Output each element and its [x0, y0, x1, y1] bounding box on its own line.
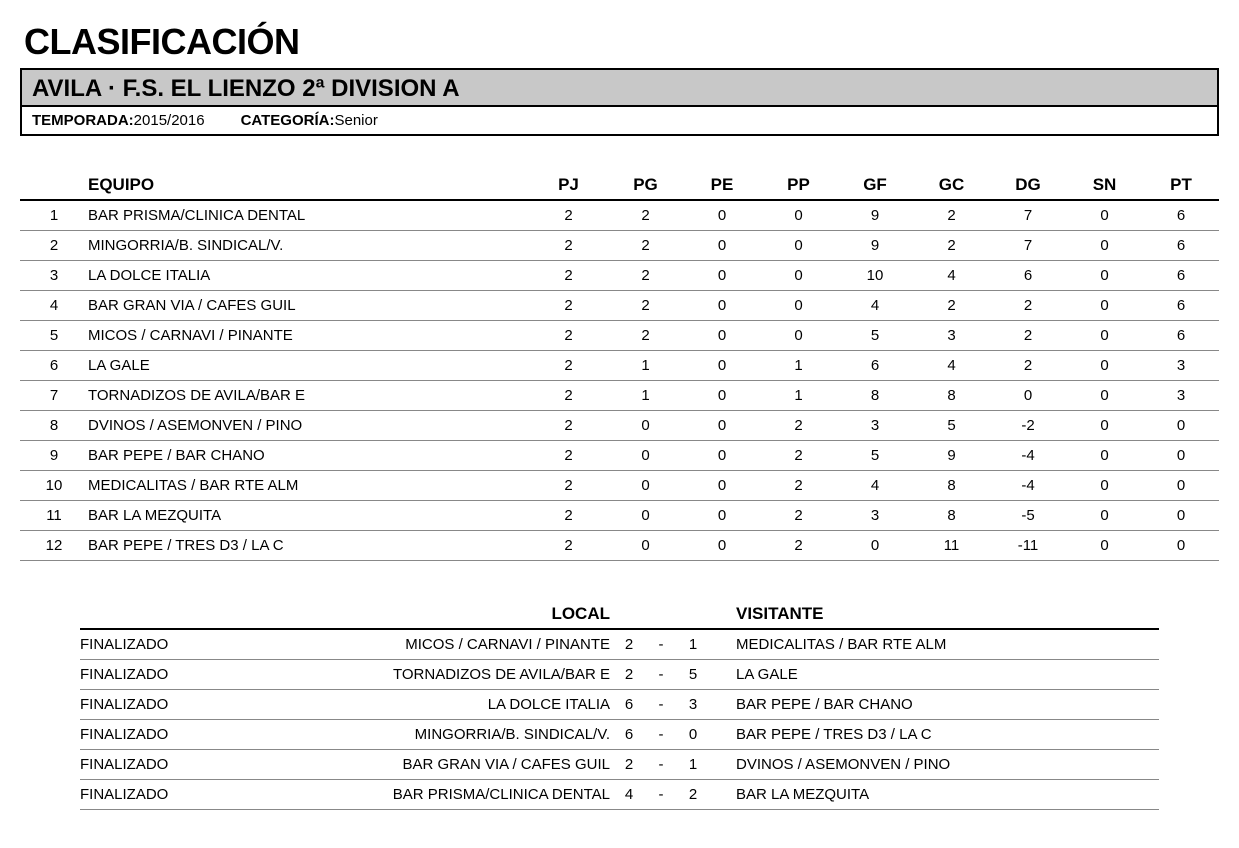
- stat-cell: 5: [913, 411, 990, 441]
- spacer-cell: [712, 629, 736, 660]
- results-header-row: [80, 600, 1159, 629]
- stat-cell: 2: [530, 321, 607, 351]
- position-cell: 12: [20, 531, 88, 561]
- standings-col-header: PJ: [530, 170, 607, 200]
- stat-cell: 0: [684, 411, 760, 441]
- stat-cell: 0: [684, 261, 760, 291]
- position-cell: 5: [20, 321, 88, 351]
- stat-cell: 10: [837, 261, 913, 291]
- table-row: [20, 291, 1219, 321]
- visitor-team-cell: BAR LA MEZQUITA: [736, 780, 1159, 810]
- visitor-team-cell: BAR PEPE / TRES D3 / LA C: [736, 720, 1159, 750]
- team-name-cell: MINGORRIA/B. SINDICAL/V.: [88, 231, 530, 261]
- stat-cell: 2: [607, 291, 684, 321]
- stat-cell: 0: [1143, 471, 1219, 501]
- position-cell: 2: [20, 231, 88, 261]
- match-status-cell: FINALIZADO: [80, 750, 230, 780]
- team-name-cell: MEDICALITAS / BAR RTE ALM: [88, 471, 530, 501]
- local-header: LOCAL: [230, 600, 610, 629]
- stat-cell: 0: [760, 291, 837, 321]
- stat-cell: 0: [1066, 381, 1143, 411]
- stat-cell: 0: [607, 441, 684, 471]
- result-row: [80, 720, 1159, 750]
- stat-cell: -11: [990, 531, 1066, 561]
- position-cell: 1: [20, 200, 88, 231]
- team-name-cell: TORNADIZOS DE AVILA/BAR E: [88, 381, 530, 411]
- stat-cell: 0: [1066, 441, 1143, 471]
- stat-cell: 0: [760, 321, 837, 351]
- stat-cell: 5: [837, 441, 913, 471]
- table-row: [20, 441, 1219, 471]
- stat-cell: 0: [684, 351, 760, 381]
- stat-cell: 7: [990, 200, 1066, 231]
- table-row: [20, 501, 1219, 531]
- result-row: [80, 780, 1159, 810]
- stat-cell: -5: [990, 501, 1066, 531]
- stat-cell: 0: [760, 231, 837, 261]
- position-cell: 3: [20, 261, 88, 291]
- stat-cell: 2: [530, 411, 607, 441]
- stat-cell: 4: [837, 471, 913, 501]
- stat-cell: 0: [607, 471, 684, 501]
- local-team-cell: BAR GRAN VIA / CAFES GUIL: [230, 750, 610, 780]
- local-team-cell: MINGORRIA/B. SINDICAL/V.: [230, 720, 610, 750]
- stat-cell: 0: [837, 531, 913, 561]
- position-cell: 10: [20, 471, 88, 501]
- stat-cell: 0: [760, 261, 837, 291]
- stat-cell: 2: [760, 471, 837, 501]
- standings-col-header: SN: [1066, 170, 1143, 200]
- stat-cell: 0: [607, 531, 684, 561]
- position-cell: 7: [20, 381, 88, 411]
- stat-cell: 2: [990, 321, 1066, 351]
- result-row: [80, 629, 1159, 660]
- visitor-header: VISITANTE: [736, 600, 1159, 629]
- standings-col-header: EQUIPO: [88, 170, 530, 200]
- stat-cell: 6: [1143, 261, 1219, 291]
- stat-cell: 0: [607, 501, 684, 531]
- stat-cell: 8: [837, 381, 913, 411]
- table-row: [20, 471, 1219, 501]
- match-status-cell: FINALIZADO: [80, 660, 230, 690]
- category-label: CATEGORÍA:: [240, 112, 335, 129]
- stat-cell: 1: [760, 381, 837, 411]
- stat-cell: 2: [913, 231, 990, 261]
- stat-cell: 0: [990, 381, 1066, 411]
- stat-cell: -4: [990, 471, 1066, 501]
- stat-cell: 6: [990, 261, 1066, 291]
- away-score-cell: 5: [674, 660, 712, 690]
- standings-header-row: [20, 170, 1219, 200]
- stat-cell: 4: [913, 351, 990, 381]
- stat-cell: 0: [1066, 261, 1143, 291]
- standings-table: [20, 170, 1219, 561]
- local-team-cell: MICOS / CARNAVI / PINANTE: [230, 629, 610, 660]
- stat-cell: 2: [530, 261, 607, 291]
- table-row: [20, 411, 1219, 441]
- stat-cell: 0: [1066, 321, 1143, 351]
- table-row: [20, 261, 1219, 291]
- result-row: [80, 690, 1159, 720]
- match-status-cell: FINALIZADO: [80, 690, 230, 720]
- score-separator: -: [648, 629, 674, 660]
- stat-cell: 0: [684, 531, 760, 561]
- stat-cell: 2: [760, 531, 837, 561]
- stat-cell: 3: [837, 411, 913, 441]
- standings-col-header: PG: [607, 170, 684, 200]
- stat-cell: 0: [1066, 501, 1143, 531]
- stat-cell: 2: [913, 200, 990, 231]
- stat-cell: 2: [607, 261, 684, 291]
- competition-name: AVILA · F.S. EL LIENZO 2ª DIVISION A: [22, 70, 1217, 107]
- stat-cell: 0: [684, 291, 760, 321]
- stat-cell: 2: [530, 291, 607, 321]
- category-value: Senior: [334, 112, 378, 129]
- stat-cell: 8: [913, 381, 990, 411]
- stat-cell: 2: [607, 321, 684, 351]
- result-row: [80, 660, 1159, 690]
- team-name-cell: BAR PEPE / BAR CHANO: [88, 441, 530, 471]
- stat-cell: 9: [837, 231, 913, 261]
- stat-cell: 0: [684, 501, 760, 531]
- stat-cell: 2: [530, 231, 607, 261]
- away-score-cell: 0: [674, 720, 712, 750]
- score-separator: -: [648, 780, 674, 810]
- stat-cell: 2: [530, 200, 607, 231]
- stat-cell: 8: [913, 471, 990, 501]
- away-score-cell: 1: [674, 750, 712, 780]
- team-name-cell: LA GALE: [88, 351, 530, 381]
- spacer-cell: [712, 750, 736, 780]
- stat-cell: 2: [530, 531, 607, 561]
- stat-cell: 0: [1066, 231, 1143, 261]
- home-score-cell: 2: [610, 660, 648, 690]
- results-table: [80, 600, 1159, 810]
- stat-cell: 11: [913, 531, 990, 561]
- standings-col-header: PT: [1143, 170, 1219, 200]
- home-score-cell: 4: [610, 780, 648, 810]
- stat-cell: 3: [1143, 351, 1219, 381]
- stat-cell: 0: [684, 381, 760, 411]
- stat-cell: 2: [913, 291, 990, 321]
- stat-cell: 8: [913, 501, 990, 531]
- stat-cell: 2: [530, 441, 607, 471]
- stat-cell: 0: [684, 231, 760, 261]
- standings-col-header: PP: [760, 170, 837, 200]
- away-score-cell: 2: [674, 780, 712, 810]
- stat-cell: 2: [760, 501, 837, 531]
- stat-cell: 5: [837, 321, 913, 351]
- page-title: CLASIFICACIÓN: [24, 21, 300, 62]
- stat-cell: 9: [913, 441, 990, 471]
- stat-cell: 3: [913, 321, 990, 351]
- table-row: [20, 231, 1219, 261]
- home-score-cell: 6: [610, 720, 648, 750]
- home-score-cell: 2: [610, 750, 648, 780]
- stat-cell: 0: [1066, 200, 1143, 231]
- visitor-team-cell: DVINOS / ASEMONVEN / PINO: [736, 750, 1159, 780]
- stat-cell: 2: [607, 200, 684, 231]
- stat-cell: 6: [1143, 291, 1219, 321]
- team-name-cell: BAR LA MEZQUITA: [88, 501, 530, 531]
- table-row: [20, 200, 1219, 231]
- standings-col-header: GF: [837, 170, 913, 200]
- stat-cell: 0: [1066, 291, 1143, 321]
- stat-cell: 0: [1143, 501, 1219, 531]
- position-cell: 4: [20, 291, 88, 321]
- stat-cell: 0: [684, 321, 760, 351]
- standings-col-header: [20, 170, 88, 200]
- stat-cell: 0: [760, 200, 837, 231]
- stat-cell: 2: [607, 231, 684, 261]
- team-name-cell: BAR PEPE / TRES D3 / LA C: [88, 531, 530, 561]
- position-cell: 8: [20, 411, 88, 441]
- position-cell: 6: [20, 351, 88, 381]
- table-row: [20, 381, 1219, 411]
- team-name-cell: BAR PRISMA/CLINICA DENTAL: [88, 200, 530, 231]
- spacer-cell: [712, 690, 736, 720]
- team-name-cell: LA DOLCE ITALIA: [88, 261, 530, 291]
- stat-cell: 6: [1143, 200, 1219, 231]
- stat-cell: 0: [1066, 351, 1143, 381]
- stat-cell: 4: [913, 261, 990, 291]
- stat-cell: 2: [530, 501, 607, 531]
- stat-cell: 0: [684, 471, 760, 501]
- visitor-team-cell: MEDICALITAS / BAR RTE ALM: [736, 629, 1159, 660]
- standings-col-header: DG: [990, 170, 1066, 200]
- visitor-team-cell: LA GALE: [736, 660, 1159, 690]
- match-status-cell: FINALIZADO: [80, 780, 230, 810]
- stat-cell: 2: [990, 291, 1066, 321]
- stat-cell: -4: [990, 441, 1066, 471]
- spacer-cell: [712, 720, 736, 750]
- position-cell: 11: [20, 501, 88, 531]
- stat-cell: 1: [760, 351, 837, 381]
- stat-cell: 2: [530, 471, 607, 501]
- home-score-cell: 6: [610, 690, 648, 720]
- standings-col-header: PE: [684, 170, 760, 200]
- away-score-cell: 1: [674, 629, 712, 660]
- stat-cell: 3: [837, 501, 913, 531]
- match-status-cell: FINALIZADO: [80, 629, 230, 660]
- season-value: 2015/2016: [133, 112, 205, 129]
- result-row: [80, 750, 1159, 780]
- score-separator: -: [648, 690, 674, 720]
- home-score-cell: 2: [610, 629, 648, 660]
- stat-cell: 0: [684, 441, 760, 471]
- table-row: [20, 321, 1219, 351]
- table-row: [20, 351, 1219, 381]
- stat-cell: 0: [1143, 441, 1219, 471]
- stat-cell: 6: [837, 351, 913, 381]
- local-team-cell: TORNADIZOS DE AVILA/BAR E: [230, 660, 610, 690]
- score-separator: -: [648, 750, 674, 780]
- local-team-cell: LA DOLCE ITALIA: [230, 690, 610, 720]
- stat-cell: 0: [1066, 531, 1143, 561]
- score-separator: -: [648, 720, 674, 750]
- table-row: [20, 531, 1219, 561]
- stat-cell: 0: [684, 200, 760, 231]
- stat-cell: 2: [530, 381, 607, 411]
- stat-cell: 0: [1143, 411, 1219, 441]
- away-score-cell: 3: [674, 690, 712, 720]
- position-cell: 9: [20, 441, 88, 471]
- stat-cell: -2: [990, 411, 1066, 441]
- stat-cell: 2: [760, 441, 837, 471]
- season-info: [22, 107, 1217, 134]
- team-name-cell: MICOS / CARNAVI / PINANTE: [88, 321, 530, 351]
- season-label: TEMPORADA:: [32, 112, 134, 129]
- stat-cell: 6: [1143, 321, 1219, 351]
- stat-cell: 9: [837, 200, 913, 231]
- stat-cell: 2: [990, 351, 1066, 381]
- stat-cell: 1: [607, 351, 684, 381]
- stat-cell: 0: [1143, 531, 1219, 561]
- stat-cell: 1: [607, 381, 684, 411]
- team-name-cell: BAR GRAN VIA / CAFES GUIL: [88, 291, 530, 321]
- stat-cell: 0: [1066, 411, 1143, 441]
- team-name-cell: DVINOS / ASEMONVEN / PINO: [88, 411, 530, 441]
- stat-cell: 7: [990, 231, 1066, 261]
- stat-cell: 2: [760, 411, 837, 441]
- stat-cell: 4: [837, 291, 913, 321]
- match-status-cell: FINALIZADO: [80, 720, 230, 750]
- local-team-cell: BAR PRISMA/CLINICA DENTAL: [230, 780, 610, 810]
- visitor-team-cell: BAR PEPE / BAR CHANO: [736, 690, 1159, 720]
- standings-col-header: GC: [913, 170, 990, 200]
- stat-cell: 6: [1143, 231, 1219, 261]
- score-separator: -: [648, 660, 674, 690]
- competition-box: [20, 68, 1219, 136]
- stat-cell: 2: [530, 351, 607, 381]
- stat-cell: 0: [607, 411, 684, 441]
- stat-cell: 3: [1143, 381, 1219, 411]
- stat-cell: 0: [1066, 471, 1143, 501]
- spacer-cell: [712, 660, 736, 690]
- spacer-cell: [712, 780, 736, 810]
